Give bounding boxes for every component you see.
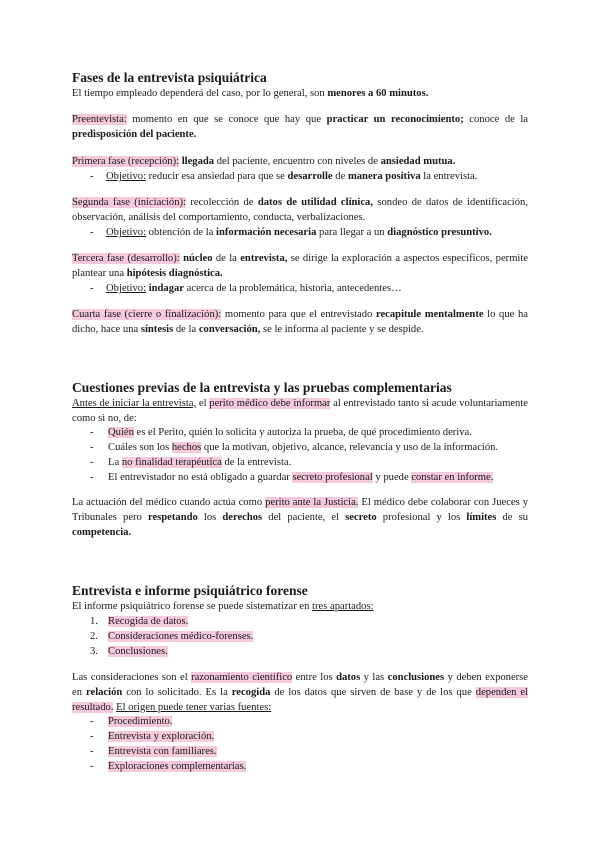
- list-item: [90, 729, 530, 744]
- bold-text: recapitule mentalmente: [375, 309, 484, 320]
- highlight-text: razonamiento científico: [191, 672, 293, 683]
- bold-text: entrevista,: [240, 253, 288, 264]
- section-title-fases: Fases de la entrevista psiquiátrica: [72, 70, 267, 85]
- text: Cuáles son los: [108, 442, 172, 453]
- fase2-paragraph: [72, 195, 528, 225]
- text: del paciente, el: [262, 512, 346, 523]
- bold-text: respetando: [147, 512, 198, 523]
- text: y las: [360, 672, 388, 683]
- text: que la motivan, objetivo, alcance, relevancia y uso de la información.: [201, 442, 499, 453]
- text: para llegar a un: [316, 227, 388, 238]
- number-marker: 2.: [90, 631, 98, 642]
- dash-marker: -: [90, 746, 94, 757]
- bold-text: competencia.: [72, 527, 132, 538]
- highlight-text: Procedimiento.: [108, 716, 173, 727]
- number-marker: 3.: [90, 646, 98, 657]
- bold-text: conclusiones: [387, 672, 445, 683]
- bold-text: practicar un reconocimiento;: [326, 114, 464, 125]
- fase2-label: Segunda fase (iniciación):: [72, 197, 186, 208]
- bold-text: relación: [85, 687, 123, 698]
- dash-marker: -: [90, 457, 94, 468]
- text: y puede: [372, 472, 412, 483]
- highlight-text: dependen el resultado.: [72, 687, 528, 713]
- text: El médico debe colaborar con Jueces y Tribunales pero: [72, 497, 528, 523]
- list-item: [90, 470, 530, 485]
- highlight-text: perito ante la Justicia.: [265, 497, 359, 508]
- highlight-text: Conclusiones.: [108, 646, 168, 657]
- text: entre los: [292, 672, 337, 683]
- dash-marker: -: [90, 761, 94, 772]
- fase2-objetivo: [90, 225, 530, 240]
- highlight-text: hechos: [171, 442, 202, 453]
- objetivo-label: Objetivo:: [106, 171, 147, 182]
- highlight-text: Quién: [108, 427, 134, 438]
- text: recolección de: [186, 197, 258, 208]
- bold-text: indagar: [148, 283, 185, 294]
- dash-marker: -: [90, 427, 94, 438]
- bold-text: desarrolle: [287, 171, 333, 182]
- highlight-text: perito médico debe informar: [209, 398, 331, 409]
- text: de su: [496, 512, 528, 523]
- text: conoce de la: [463, 114, 528, 125]
- text: es el Perito, quién lo solicita y autoriza la prueba, de qué procedimiento deriva.: [133, 427, 472, 438]
- list-item: [90, 455, 530, 470]
- bold-text: manera positiva: [347, 171, 421, 182]
- numbered-item: [90, 644, 530, 659]
- highlight-text: Entrevista con familiares.: [108, 746, 217, 757]
- text: El entrevistador no está obligado a guardar: [108, 472, 293, 483]
- list-item: [90, 440, 530, 455]
- text: de la: [212, 253, 241, 264]
- text: la entrevista.: [420, 171, 478, 182]
- text: reducir esa ansiedad para que se: [146, 171, 288, 182]
- text: de los datos que sirven de base y de los que: [270, 687, 476, 698]
- text: momento para que el entrevistado: [221, 309, 376, 320]
- list-item: [90, 744, 530, 759]
- text: de: [332, 171, 348, 182]
- highlight-text: Recogida de datos.: [108, 616, 189, 627]
- bold-text: recogida: [231, 687, 271, 698]
- bold-text: síntesis: [140, 324, 174, 335]
- text: de la entrevista.: [221, 457, 292, 468]
- text: La: [108, 457, 122, 468]
- preentrevista-label: Preentevista:: [72, 114, 127, 125]
- section-title-cuestiones: Cuestiones previas de la entrevista y las pruebas complementarias: [72, 380, 452, 395]
- text: y deben exponerse en: [72, 672, 529, 698]
- fase4-label: Cuarta fase (cierre o finalización):: [72, 309, 222, 320]
- actuacion-paragraph: [72, 495, 528, 540]
- intro-bold: menores a 60 minutos.: [327, 88, 429, 99]
- fase4-paragraph: [72, 307, 528, 337]
- text: lo que ha dicho, hace una: [72, 309, 528, 335]
- fase1-objetivo: [90, 169, 530, 184]
- text: los: [197, 512, 223, 523]
- text: al entrevistado tanto si acude voluntariamente como si no, de:: [72, 398, 528, 424]
- intro-paragraph: [72, 86, 528, 101]
- bold-text: hipótesis diagnóstica.: [126, 268, 223, 279]
- bold-text: diagnóstico presuntivo.: [387, 227, 492, 238]
- text: sondeo de datos de identificación, observación, análisis del comportamiento, conducta, verbalizaciones.: [72, 197, 528, 223]
- list-item: [90, 425, 530, 440]
- consideraciones-paragraph: [72, 670, 528, 715]
- bold-text: derechos: [222, 512, 263, 523]
- text: momento en que se conoce que hay que: [126, 114, 327, 125]
- text: se le informa al paciente y se despide.: [260, 324, 424, 335]
- text: acerca de la problemática, historia, antecedentes…: [184, 283, 402, 294]
- text: se dirige la exploración a aspectos específicos, permite plantear una: [72, 253, 529, 279]
- bold-text: núcleo: [183, 253, 213, 264]
- highlight-text: Consideraciones médico-forenses.: [108, 631, 254, 642]
- numbered-item: [90, 629, 530, 644]
- underlined-text: Antes de iniciar la entrevista,: [72, 398, 197, 409]
- bold-text: datos: [336, 672, 361, 683]
- underlined-text: tres apartados:: [312, 601, 374, 612]
- fase1-label: Primera fase (recepción):: [72, 156, 180, 167]
- fase1-paragraph: [72, 154, 528, 169]
- list-item: [90, 714, 530, 729]
- intro-text: El tiempo empleado dependerá del caso, por lo general, son: [72, 88, 328, 99]
- highlight-text: constar en informe.: [411, 472, 494, 483]
- text: el: [196, 398, 210, 409]
- dash-marker: -: [90, 283, 94, 294]
- text: profesional y los: [376, 512, 467, 523]
- bold-text: información necesaria: [216, 227, 317, 238]
- highlight-text: no finalidad terapéutica: [121, 457, 222, 468]
- preentrevista-paragraph: [72, 112, 528, 142]
- objetivo-label: Objetivo:: [106, 227, 147, 238]
- bold-text: datos de utilidad clínica,: [257, 197, 374, 208]
- text: de la: [173, 324, 199, 335]
- fase3-label: Tercera fase (desarrollo):: [72, 253, 180, 264]
- bold-text: llegada: [181, 156, 215, 167]
- bold-text: conversación,: [198, 324, 261, 335]
- fase3-objetivo: [90, 281, 530, 296]
- bold-text: límites: [466, 512, 497, 523]
- dash-marker: -: [90, 716, 94, 727]
- numbered-item: [90, 614, 530, 629]
- highlight-text: Entrevista y exploración.: [108, 731, 215, 742]
- underlined-text: El origen puede tener varias fuentes:: [116, 702, 272, 713]
- text: del paciente, encuentro con niveles de: [214, 156, 381, 167]
- text: La actuación del médico cuando actúa como: [72, 497, 266, 508]
- list-item: [90, 759, 530, 774]
- text: El informe psiquiátrico forense se puede sistematizar en: [72, 601, 313, 612]
- text: obtención de la: [146, 227, 217, 238]
- bold-text: secreto: [345, 512, 377, 523]
- text: con lo solicitado. Es la: [122, 687, 232, 698]
- section-title-informe: Entrevista e informe psiquiátrico forense: [72, 583, 308, 598]
- informe-paragraph: [72, 599, 528, 614]
- bold-text: predisposición del paciente.: [72, 129, 197, 140]
- dash-marker: -: [90, 472, 94, 483]
- dash-marker: -: [90, 731, 94, 742]
- highlight-text: secreto profesional: [292, 472, 373, 483]
- dash-marker: -: [90, 442, 94, 453]
- dash-marker: -: [90, 227, 94, 238]
- text: Las consideraciones son el: [72, 672, 192, 683]
- bold-text: ansiedad mutua.: [380, 156, 456, 167]
- number-marker: 1.: [90, 616, 98, 627]
- fase3-paragraph: [72, 251, 528, 281]
- dash-marker: -: [90, 171, 94, 182]
- objetivo-label: Objetivo:: [106, 283, 147, 294]
- highlight-text: Exploraciones complementarias.: [108, 761, 247, 772]
- cuestiones-paragraph: [72, 396, 528, 426]
